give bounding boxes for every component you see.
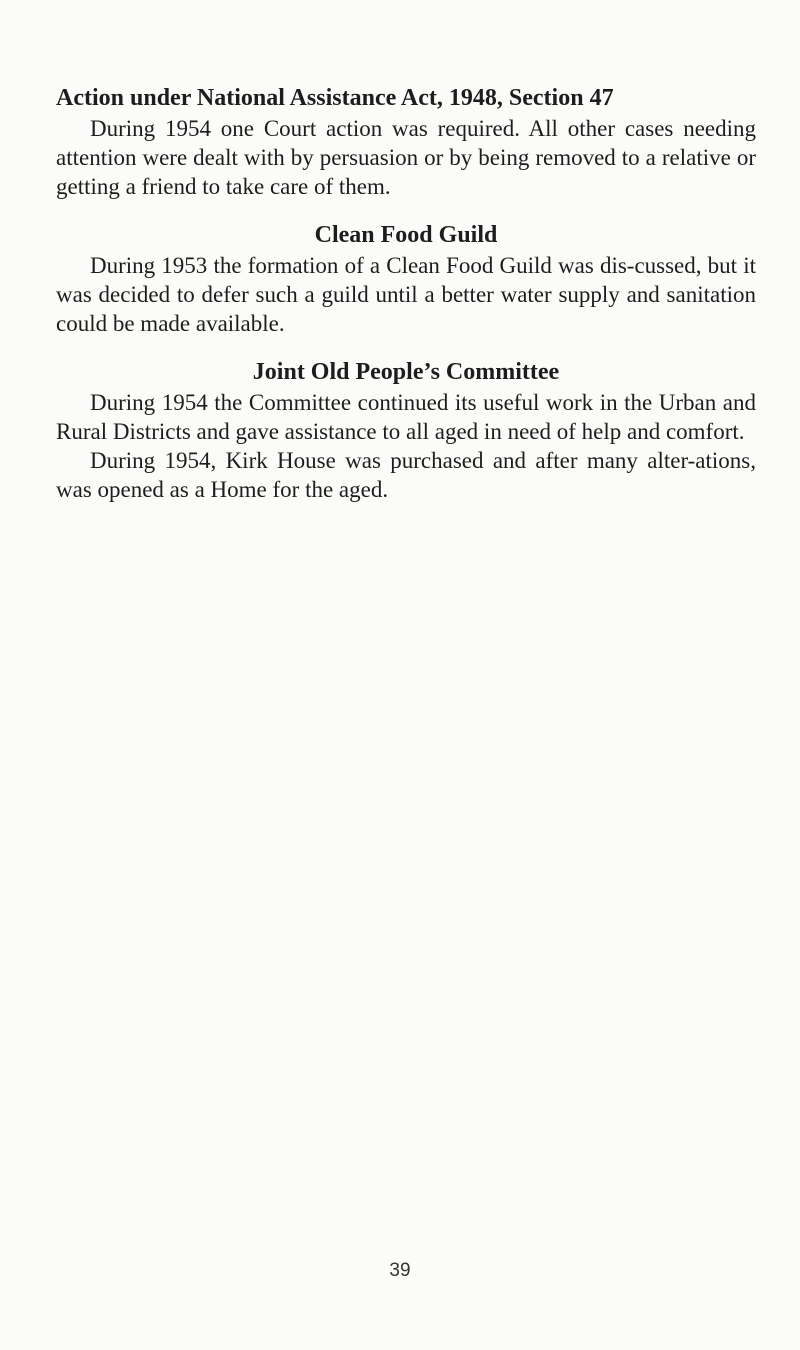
section-national-assistance [56, 82, 756, 201]
paragraph: During 1953 the formation of a Clean Food Guild was dis-cussed, but it was decided to defer such a guild until a better water supply and sanitation could be made available. [56, 253, 756, 336]
paragraph: During 1954 the Committee continued its useful work in the Urban and Rural Districts and gave assistance to all aged in need of help and comfort. [56, 390, 756, 444]
section-heading: Clean Food Guild [314, 222, 498, 248]
paragraph: During 1954, Kirk House was purchased and after many alter-ations, was opened as a Home for the aged. [56, 448, 756, 502]
section-heading: Joint Old People’s Committee [252, 359, 560, 385]
section-clean-food-guild [56, 219, 756, 338]
document-page [56, 82, 756, 522]
section-heading: Action under National Assistance Act, 1948, Section 47 [56, 85, 614, 111]
page-number: 39 [389, 1260, 411, 1281]
section-joint-old-peoples-committee [56, 356, 756, 504]
paragraph: During 1954 one Court action was required. All other cases needing attention were dealt with by persuasion or by being removed to a relative or getting a friend to take care of them. [56, 116, 756, 199]
